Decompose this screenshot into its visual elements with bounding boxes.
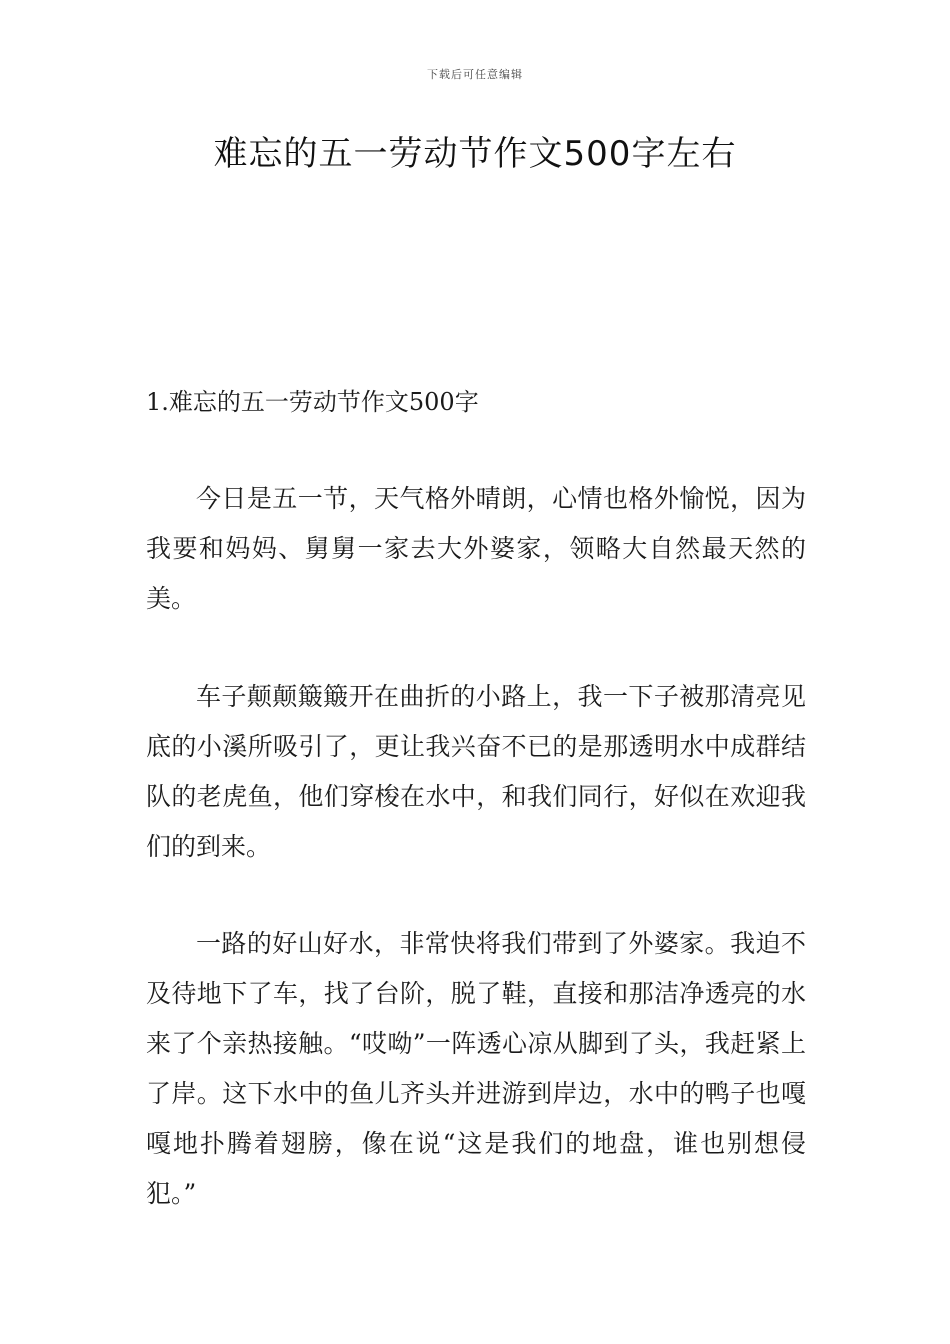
document-title: 难忘的五一劳动节作文500字左右 [213,134,737,174]
paragraph-2: 车子颠颠簸簸开在曲折的小路上，我一下子被那清亮见底的小溪所吸引了，更让我兴奋不已的是那透明水中成群结队的老虎鱼，他们穿梭在水中，和我们同行，好似在欢迎我们的到来。 [146,682,806,861]
header-note: 下载后可任意编辑 [427,68,523,81]
section-heading: 1.难忘的五一劳动节作文500字 [146,388,479,416]
paragraph-1: 今日是五一节，天气格外晴朗，心情也格外愉悦，因为我要和妈妈、舅舅一家去大外婆家，领略大自然最天然的美。 [146,484,806,613]
paragraph-3: 一路的好山好水，非常快将我们带到了外婆家。我迫不及待地下了车，找了台阶，脱了鞋，直接和那洁净透亮的水来了个亲热接触。“哎呦”一阵透心凉从脚到了头，我赶紧上了岸。这下水中的鱼儿齐头并进游到岸边，水中的鸭子也嘎嘎地扑腾着翅膀，像在说“这是我们的地盘，谁也别想侵犯。” [146,929,806,1208]
